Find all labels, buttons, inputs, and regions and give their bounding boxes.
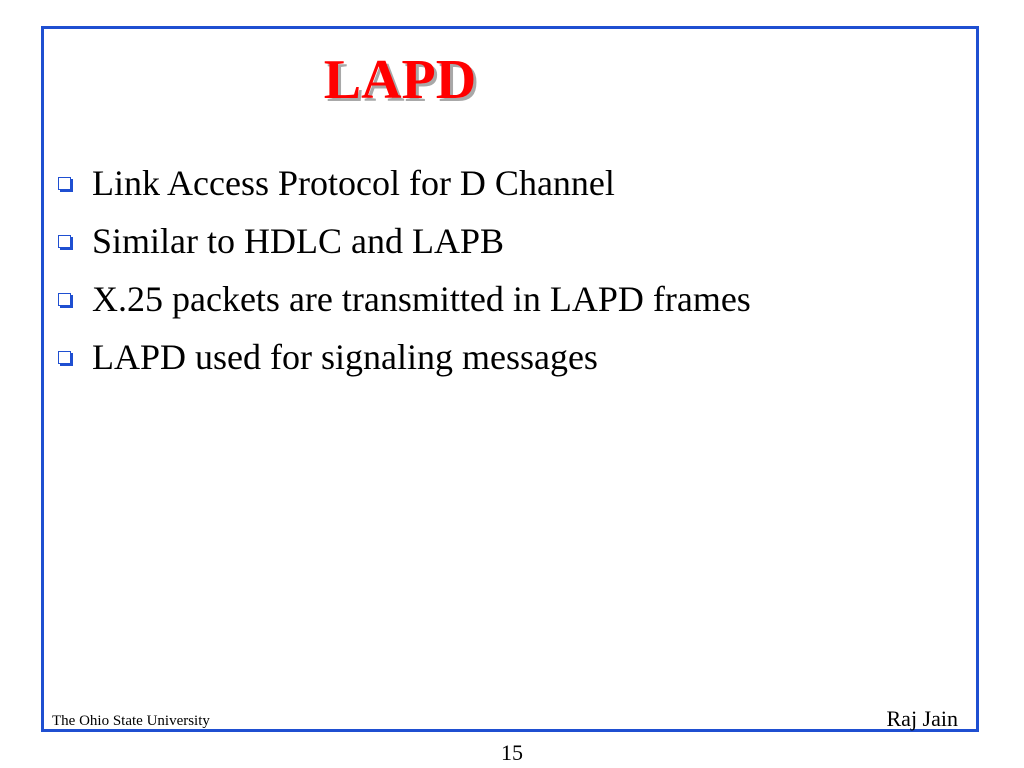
bullet-text: Similar to HDLC and LAPB <box>92 221 504 261</box>
bullet-text: X.25 packets are transmitted in LAPD frames <box>92 279 751 319</box>
bullet-item <box>58 154 751 212</box>
slide-title: LAPD <box>323 49 477 111</box>
bullet-item <box>58 270 751 328</box>
footer-author: Raj Jain <box>886 706 958 731</box>
hollow-square-bullet-icon <box>58 293 71 306</box>
hollow-square-bullet-icon <box>58 235 71 248</box>
bullet-text: LAPD used for signaling messages <box>92 337 598 377</box>
footer-institution: The Ohio State University <box>52 713 210 729</box>
bullet-list <box>58 154 751 386</box>
hollow-square-bullet-icon <box>58 177 71 190</box>
bullet-item <box>58 328 751 386</box>
page-number: 15 <box>501 740 523 765</box>
bullet-item <box>58 212 751 270</box>
hollow-square-bullet-icon <box>58 351 71 364</box>
bullet-text: Link Access Protocol for D Channel <box>92 163 615 203</box>
